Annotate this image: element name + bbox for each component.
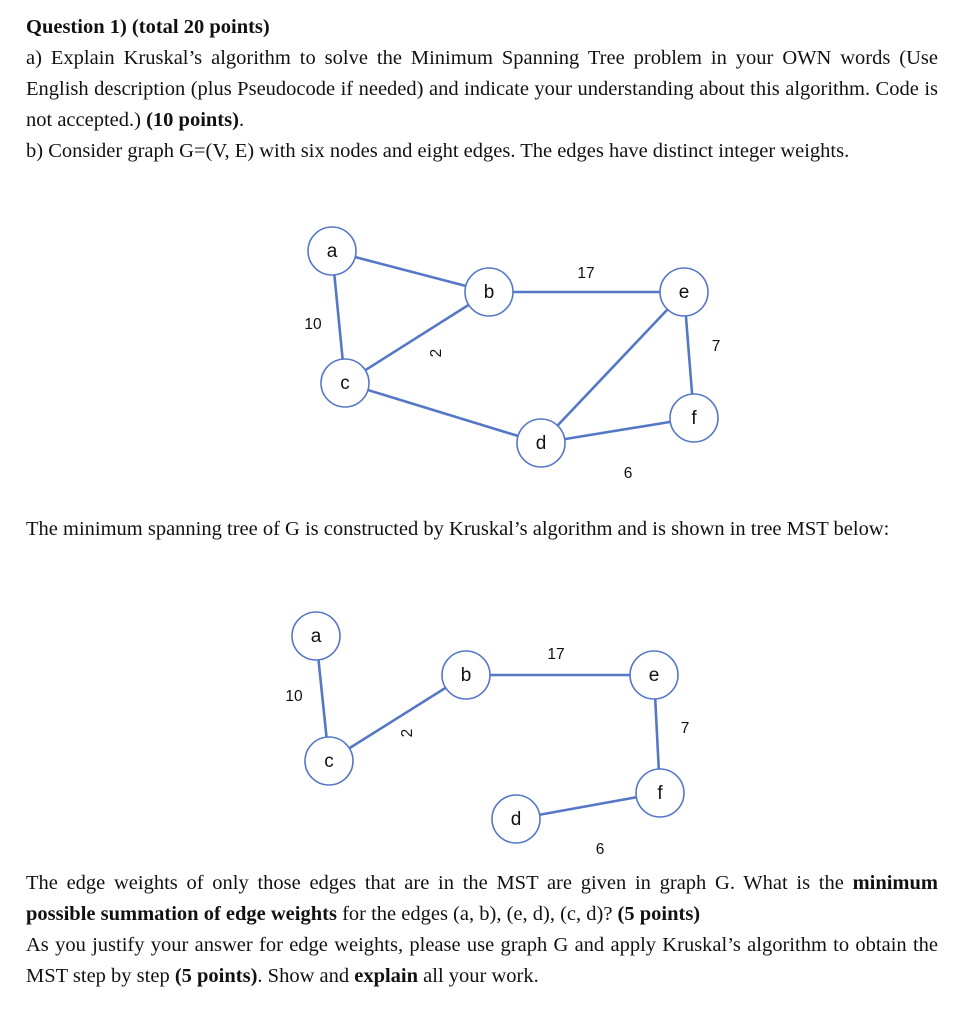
instructions-text: As you justify your answer for edge weights, please use graph G and apply Kruskal’s algorithm to obtain the MST step by step (5 points). Show and explain all your work.: [26, 934, 938, 987]
node-label-c: c: [340, 373, 350, 395]
node-label-b: b: [483, 282, 495, 304]
node-b: [465, 268, 513, 316]
edge-e-d: [541, 292, 684, 443]
node-label-c: c: [324, 751, 334, 773]
edge-weight-a-c: 10: [285, 688, 303, 706]
node-b: [442, 651, 490, 699]
mst-graph: [0, 605, 980, 865]
node-f: [670, 394, 718, 442]
node-c: [321, 359, 369, 407]
edge-weight-e-f: 7: [711, 338, 721, 356]
edge-weight-e-f: 7: [680, 720, 690, 738]
graph-g: [0, 225, 980, 495]
part-a-text: a) Explain Kruskal’s algorithm to solve the Minimum Spanning Tree problem in your OWN words (Use English description (plus Pseudocode if needed) and indicate your understanding about this algorithm. Code is not accepted.) (10 points).: [26, 47, 938, 131]
node-label-f: f: [657, 783, 663, 805]
node-label-a: a: [310, 626, 322, 648]
node-f: [636, 769, 684, 817]
node-e: [660, 268, 708, 316]
edge-c-b: [345, 292, 489, 383]
node-label-f: f: [691, 408, 697, 430]
node-e: [630, 651, 678, 699]
edge-weight-c-b: 2: [399, 728, 417, 738]
node-label-a: a: [326, 241, 338, 263]
node-label-e: e: [648, 665, 660, 687]
node-c: [305, 737, 353, 785]
node-label-d: d: [510, 809, 522, 831]
mst-intro-text: The minimum spanning tree of G is constructed by Kruskal’s algorithm and is shown in tree MST below:: [26, 518, 890, 540]
part-b-text: b) Consider graph G=(V, E) with six nodes and eight edges. The edges have distinct integer weights.: [26, 140, 850, 162]
node-a: [308, 227, 356, 275]
question-title: Question 1) (total 20 points): [26, 16, 270, 38]
edge-weight-d-f: 6: [595, 841, 605, 859]
edge-weight-b-e: 17: [577, 265, 595, 283]
node-label-b: b: [460, 665, 472, 687]
node-d: [517, 419, 565, 467]
node-a: [292, 612, 340, 660]
node-label-e: e: [678, 282, 690, 304]
edge-weight-c-b: 2: [428, 348, 446, 358]
node-label-d: d: [535, 433, 547, 455]
final-question-text: The edge weights of only those edges that are in the MST are given in graph G. What is the minimum possible summation of edge weights for the edges (a, b), (e, d), (c, d)? (5 points): [26, 872, 938, 925]
edge-weight-b-e: 17: [547, 646, 565, 664]
edge-c-d: [345, 383, 541, 443]
edge-weight-a-c: 10: [304, 316, 322, 334]
node-d: [492, 795, 540, 843]
edge-weight-d-f: 6: [623, 465, 633, 483]
